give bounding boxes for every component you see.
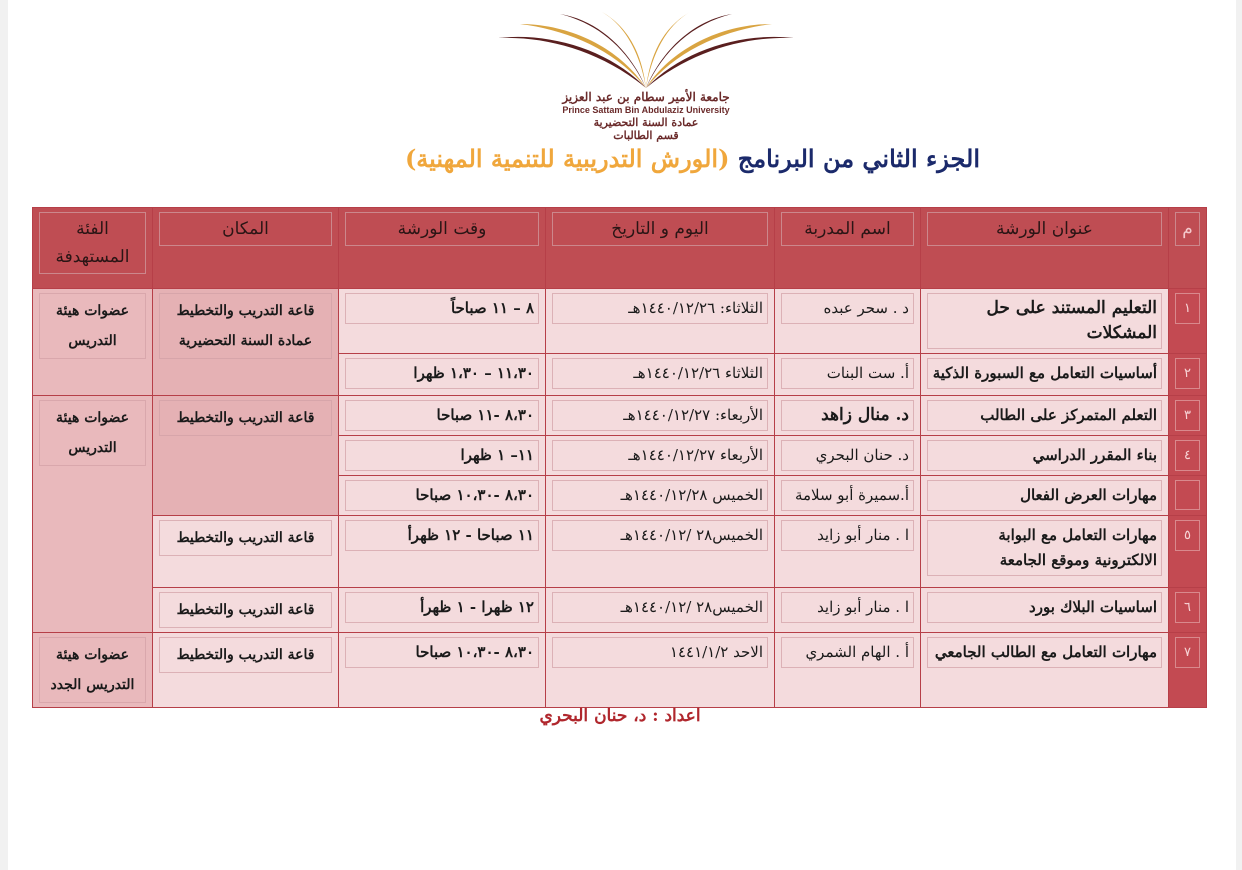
row-number: ٣ [1169, 396, 1207, 436]
row-number: ٥ [1169, 516, 1207, 588]
department-name: قسم الطالبات [613, 129, 679, 142]
table-row [33, 633, 1207, 708]
workshop-date: الثلاثاء: ١٤٤٠/١٢/٢٦هـ [546, 289, 775, 354]
workshop-title: التعلم المتمركز على الطالب [921, 396, 1169, 436]
row-number: ١ [1169, 289, 1207, 354]
table-row [33, 588, 1207, 633]
header-num: م [1169, 208, 1207, 289]
prepared-by-footer: اعداد : د، حنان البحري [539, 706, 701, 726]
workshop-place: قاعة التدريب والتخطيط [153, 396, 339, 516]
target-group: عضوات هيئة التدريس الجدد [33, 633, 153, 708]
schedule-body [33, 289, 1207, 708]
workshop-title: أساسيات التعامل مع السبورة الذكية [921, 354, 1169, 396]
workshop-title: مهارات التعامل مع البوابة الالكترونية وموقع الجامعة [921, 516, 1169, 588]
book-arcs-icon [490, 10, 802, 92]
trainer-name: ا . منار أبو زايد [775, 516, 921, 588]
table-row [33, 516, 1207, 588]
workshop-date: الأربعاء ١٤٤٠/١٢/٢٧هـ [546, 436, 775, 476]
target-group: عضوات هيئة التدريس [33, 396, 153, 633]
header-title: عنوان الورشة [921, 208, 1169, 289]
row-number: ٢ [1169, 354, 1207, 396]
workshop-time: ٨،٣٠ -١٠،٣٠ صباحا [339, 476, 546, 516]
workshop-time: ١١ صباحا - ١٢ ظهرأ [339, 516, 546, 588]
workshop-time: ١٢ ظهرا - ١ ظهرأ [339, 588, 546, 633]
workshop-time: ٨،٣٠ -١١ صباحا [339, 396, 546, 436]
page-left-edge [0, 0, 8, 870]
university-name-english: Prince Sattam Bin Abdulaziz University [562, 105, 730, 115]
workshop-place: قاعة التدريب والتخطيط [153, 633, 339, 708]
workshop-title: مهارات العرض الفعال [921, 476, 1169, 516]
page-right-edge [1236, 0, 1242, 870]
header-time: وقت الورشة [339, 208, 546, 289]
workshop-place: قاعة التدريب والتخطيط [153, 588, 339, 633]
trainer-name: أ.سميرة أبو سلامة [775, 476, 921, 516]
trainer-name: أ . الهام الشمري [775, 633, 921, 708]
workshop-date: الخميس٢٨ /١٤٤٠/١٢هـ [546, 588, 775, 633]
header-target: الفئة المستهدفة [33, 208, 153, 289]
row-number: ٧ [1169, 633, 1207, 708]
trainer-name: د. منال زاهد [775, 396, 921, 436]
table-row [33, 289, 1207, 354]
title-part-1: الجزء الثاني من البرنامج [737, 144, 980, 173]
university-logo [490, 10, 802, 148]
header-trainer: اسم المدربة [775, 208, 921, 289]
workshop-time: ٨ – ١١ صباحاً [339, 289, 546, 354]
workshop-schedule-table [32, 207, 1207, 708]
workshop-time: ١١،٣٠ – ١،٣٠ ظهرا [339, 354, 546, 396]
target-group: عضوات هيئة التدريس [33, 289, 153, 396]
workshop-title: بناء المقرر الدراسي [921, 436, 1169, 476]
deanship-name: عمادة السنة التحضيرية [593, 116, 699, 129]
workshop-date: الخميس٢٨ /١٤٤٠/١٢هـ [546, 516, 775, 588]
trainer-name: أ. ست البنات [775, 354, 921, 396]
row-number [1169, 476, 1207, 516]
header-place: المكان [153, 208, 339, 289]
trainer-name: ا . منار أبو زايد [775, 588, 921, 633]
table-header-row [33, 208, 1207, 289]
title-part-2: (الورش التدريبية للتنمية المهنية) [404, 144, 730, 173]
workshop-title: التعليم المستند على حل المشكلات [921, 289, 1169, 354]
university-name-arabic: جامعة الأمير سطام بن عبد العزيز [562, 90, 730, 104]
row-number: ٤ [1169, 436, 1207, 476]
trainer-name: د . سحر عبده [775, 289, 921, 354]
workshop-title: مهارات التعامل مع الطالب الجامعي [921, 633, 1169, 708]
workshop-place: قاعة التدريب والتخطيط عمادة السنة التحضيرية [153, 289, 339, 396]
workshop-title: اساسيات البلاك بورد [921, 588, 1169, 633]
workshop-time: ٨،٣٠ -١٠،٣٠ صباحا [339, 633, 546, 708]
workshop-date: الاحد ١٤٤١/١/٢ [546, 633, 775, 708]
workshop-date: الخميس ١٤٤٠/١٢/٢٨هـ [546, 476, 775, 516]
table-row [33, 396, 1207, 436]
row-number: ٦ [1169, 588, 1207, 633]
workshop-date: الأربعاء: ١٤٤٠/١٢/٢٧هـ [546, 396, 775, 436]
page-title [260, 142, 980, 176]
workshop-time: ١١– ١ ظهرا [339, 436, 546, 476]
trainer-name: د. حنان البحري [775, 436, 921, 476]
workshop-date: الثلاثاء ١٤٤٠/١٢/٢٦هـ [546, 354, 775, 396]
workshop-place: قاعة التدريب والتخطيط [153, 516, 339, 588]
header-date: اليوم و التاريخ [546, 208, 775, 289]
